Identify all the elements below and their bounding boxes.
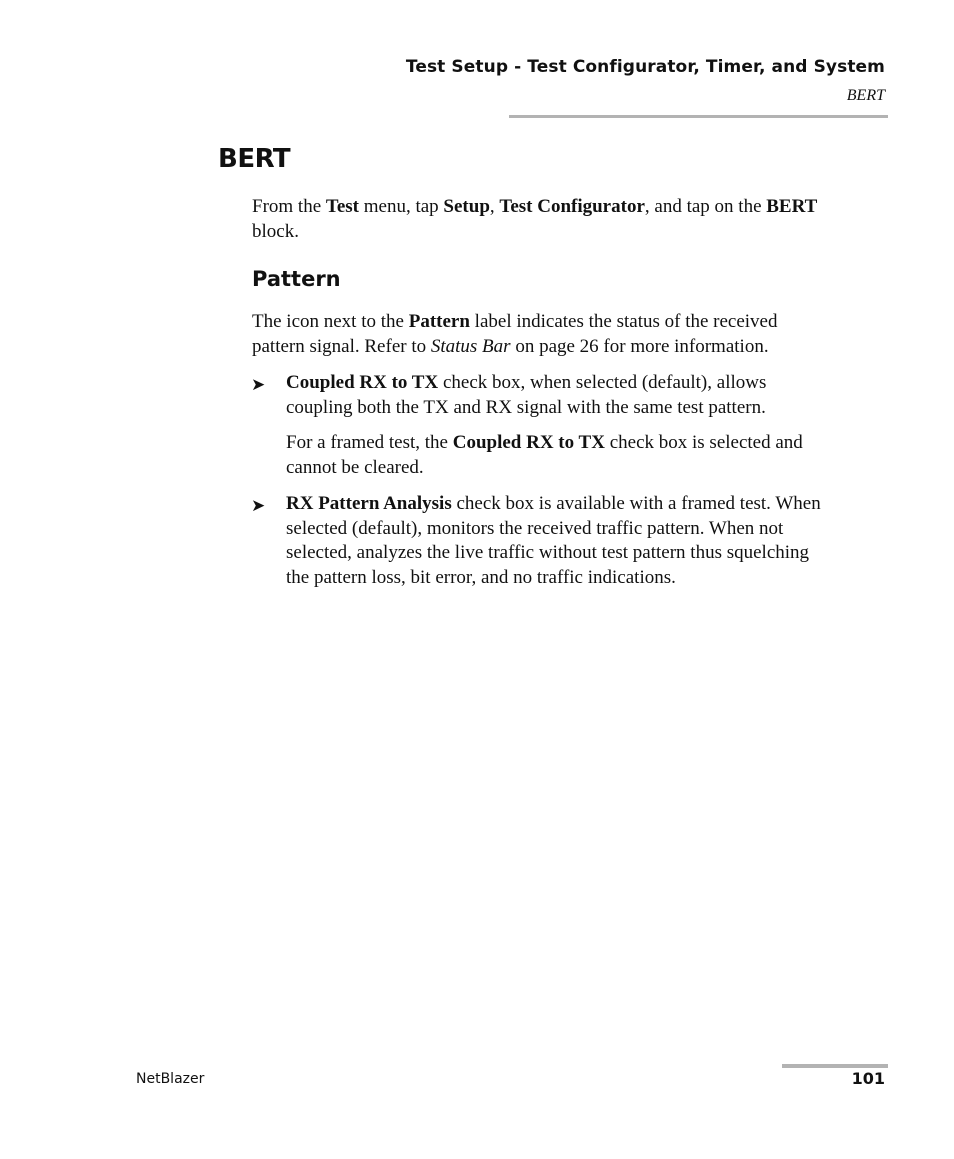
pattern-label: Pattern (408, 311, 470, 332)
intro-text: From the (252, 196, 326, 217)
rx-pattern-analysis-label: RX Pattern Analysis (286, 493, 452, 514)
section-heading: BERT (218, 144, 291, 174)
running-header-title: Test Setup - Test Configurator, Timer, and System (405, 57, 885, 77)
coupled-rx-tx-label: Coupled RX to TX (286, 372, 439, 393)
intro-text: menu, tap (358, 196, 444, 217)
footer-product-name: NetBlazer (136, 1071, 205, 1087)
bullet-item-coupled (286, 371, 766, 420)
bullet-text: For a framed test, the (286, 432, 453, 453)
page-number: 101 (851, 1069, 885, 1088)
bullet-item-rx-pattern (286, 492, 821, 590)
intro-block-bert: BERT (766, 196, 818, 217)
pattern-text: on page 26 for more information. (510, 335, 769, 357)
intro-menu-setup: Setup (443, 196, 490, 217)
bullet-text: selected, analyzes the live traffic without test pattern thus squelching (286, 542, 810, 563)
bullet-arrow-icon: ➤ (251, 375, 266, 395)
intro-paragraph (252, 195, 817, 244)
bullet-text: the pattern loss, bit error, and no traffic indications. (286, 566, 676, 588)
intro-menu-test: Test (325, 196, 359, 217)
bullet-note-framed (286, 431, 803, 480)
pattern-paragraph (252, 310, 778, 359)
coupled-rx-tx-label: Coupled RX to TX (452, 432, 605, 453)
bullet-text: check box, when selected (default), allows (438, 372, 767, 393)
subsection-heading: Pattern (252, 267, 341, 291)
pattern-text: label indicates the status of the received (469, 311, 778, 332)
bullet-text: check box is selected and (604, 432, 803, 453)
intro-text: , and tap on the (644, 196, 767, 217)
pattern-text: The icon next to the (252, 311, 409, 332)
status-bar-reference: Status Bar (430, 335, 511, 357)
intro-menu-test-configurator: Test Configurator (499, 196, 645, 217)
bullet-text: check box is available with a framed test. When (451, 493, 821, 514)
bullet-text: coupling both the TX and RX signal with the same test pattern. (286, 396, 766, 418)
running-header-subtitle: BERT (846, 87, 885, 104)
intro-text: , (489, 196, 500, 217)
bullet-text: selected (default), monitors the received traffic pattern. When not (286, 517, 784, 539)
intro-text: block. (252, 220, 299, 242)
bullet-text: cannot be cleared. (286, 456, 424, 478)
bullet-arrow-icon: ➤ (251, 496, 266, 516)
footer-divider (782, 1064, 888, 1068)
pattern-text: pattern signal. Refer to (252, 335, 431, 357)
header-divider (509, 115, 888, 118)
